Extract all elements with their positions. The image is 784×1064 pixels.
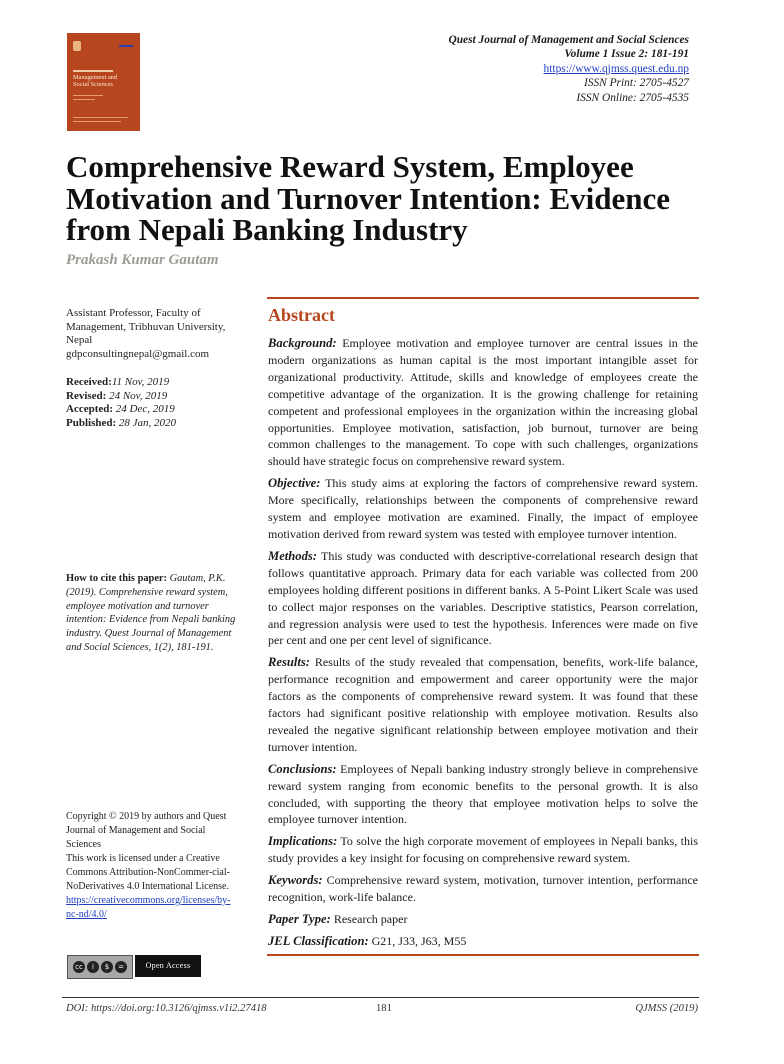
section-label: Objective:: [268, 476, 321, 491]
accepted-label: Accepted:: [66, 403, 114, 416]
received-date: 11 Nov, 2019: [111, 376, 170, 388]
section-text: Employee motivation and employee turnover are central issues in the modern organizations as human capital is the most important intangible asset for organizational productivity. Attitude, skills and knowledge of employees create the competitive advantage of the organization. It is the growing challenge for retaining competent and professional employees in the organization within the increasing global opportunities. Employee motivation, satisfaction, job burnout, turnover are being common challenges to the management. To cope with such challenges, organizations should have strategic focus on comprehensive reward system.: [268, 336, 698, 469]
section-label: Paper Type:: [268, 912, 331, 926]
section-label: Conclusions:: [268, 761, 337, 776]
section-text: Employees of Nepali banking industry strongly believe in comprehensive reward system ranging from economic benefits to the personal growth. It is also concluded, with supporting the theory that employee motivation helps to solve the employee turnover intention.: [268, 761, 698, 827]
section-text: This study was conducted with descriptive-correlational research design that follows quantitative approach. Primary data for each variable was collected from 200 employees holding different positions in different banks. A 5-Point Likert Scale was used to collect major responses on the variables. Descriptive statistics, Pearson correlation, and regression analysis were used to test the hypothesis. Inferences were made on five per cent and one per cent level of significance.: [268, 548, 698, 648]
cover-subtitle-bar: [73, 70, 113, 72]
received-label: Received:: [66, 376, 112, 388]
section-label: Keywords:: [268, 873, 323, 888]
footer-rule: [62, 997, 699, 998]
article-author: Prakash Kumar Gautam: [66, 252, 219, 268]
article-dates: [66, 376, 238, 430]
abstract-jel: [268, 933, 698, 950]
section-label: Implications:: [268, 834, 338, 849]
cover-text-line: [73, 121, 121, 122]
section-text: G21, J33, J63, M55: [368, 933, 467, 948]
cover-text-line: [73, 99, 95, 100]
abstract-body: [268, 335, 698, 955]
open-access-badge: Open Access: [135, 955, 201, 977]
section-label: Background:: [268, 336, 337, 350]
abstract-conclusions: [268, 761, 698, 829]
citation-label: How to cite this paper:: [66, 573, 168, 584]
cover-title-line1: Management and: [73, 74, 118, 81]
affiliation-text: Assistant Professor, Faculty of Management, Tribhuvan University, Nepal: [66, 307, 226, 347]
noderivatives-icon: =: [115, 961, 127, 973]
license-link[interactable]: https://creativecommons.org/licenses/by-nc-nd/4.0/: [66, 895, 231, 920]
abstract-methods: [268, 548, 698, 649]
citation-text: Gautam, P.K. (2019). Comprehensive reward system, employee motivation and turnover intention: Evidence from Nepali banking industry. Quest Journal of Management and Social Sciences, 1(2), 181-191.: [66, 573, 236, 653]
creative-commons-badge[interactable]: [67, 955, 133, 979]
accepted-date: 24 Dec, 2019: [113, 403, 175, 416]
section-text: To solve the high corporate movement of employees in Nepali banks, this study provides a key insight for focusing on comprehensive reward system.: [268, 834, 698, 866]
university-logo-icon: [73, 41, 81, 51]
journal-name: Quest Journal of Management and Social Sciences: [448, 34, 689, 46]
issn-online: ISSN Online: 2705-4535: [576, 91, 689, 104]
abstract-implications: [268, 833, 698, 867]
section-label: Results:: [268, 655, 310, 670]
page-number: 181: [376, 1003, 392, 1014]
noncommercial-icon: $: [101, 961, 113, 973]
journal-header: [449, 33, 690, 105]
citation-block: [66, 572, 238, 655]
abstract-heading: Abstract: [268, 305, 335, 325]
copyright-block: [66, 810, 241, 922]
abstract-background: [268, 335, 698, 470]
issn-print: ISSN Print: 2705-4527: [583, 77, 689, 90]
abstract-bottom-rule: [267, 954, 699, 956]
section-label: JEL Classification:: [268, 933, 369, 948]
section-text: This study aims at exploring the factors of comprehensive reward system. More specifically, relationships between the components of comprehensive reward system and employee motivation are examined. Finally, the impact of employee motivation derived from reward system was tested with employee turnover intention.: [268, 476, 698, 541]
cover-text-line: [73, 117, 128, 118]
section-text: Comprehensive reward system, motivation, turnover intention, performance recognition, work-life balance.: [268, 873, 698, 905]
article-title: Comprehensive Reward System, Employee Motivation and Turnover Intention: Evidence from Nepali Banking Industry: [66, 149, 671, 247]
published-date: 28 Jan, 2020: [116, 416, 177, 429]
copyright-line: Copyright © 2019 by authors and Quest Journal of Management and Social Sciences: [66, 811, 227, 850]
section-label: Methods:: [268, 548, 317, 563]
author-email: gdpconsultingnepal@gmail.com: [66, 347, 210, 360]
section-text: Research paper: [330, 912, 408, 926]
journal-volume: Volume 1 Issue 2: 181-191: [564, 48, 689, 61]
abstract-results: [268, 654, 698, 755]
cover-text-line: [73, 95, 103, 96]
cover-link-mark: [119, 45, 133, 47]
attribution-icon: i: [87, 961, 99, 973]
license-text: This work is licensed under a Creative Commons Attribution-NonCommer-cial-NoDerivatives 4.0 International License.: [66, 853, 230, 892]
abstract-objective: [268, 475, 698, 543]
footer-doi: DOI: https://doi.org:10.3126/qjmss.v1i2.27418: [66, 1003, 267, 1014]
footer-journal: QJMSS (2019): [635, 1003, 698, 1014]
cc-icon: cc: [73, 961, 85, 973]
section-text: Results of the study revealed that compensation, benefits, work-life balance, performance recognition and empowerment and career opportunity were the major factors as the components of comprehensive reward system. It was found that these factors had significant positive relationship with employee motivation. Results also revealed the negative significant relationship between employee motivation and their turnover intention.: [268, 655, 698, 754]
revised-label: Revised:: [66, 389, 107, 402]
abstract-paper-type: [268, 911, 698, 928]
published-label: Published:: [66, 416, 117, 429]
revised-date: 24 Nov, 2019: [106, 389, 168, 402]
abstract-keywords: [268, 872, 698, 906]
journal-url-link[interactable]: https://www.qjmss.quest.edu.np: [543, 62, 689, 75]
journal-cover-image: [67, 33, 140, 131]
cover-title-line2: Social Sciences: [73, 81, 113, 88]
author-affiliation: [66, 307, 238, 361]
abstract-top-rule: [267, 297, 699, 299]
